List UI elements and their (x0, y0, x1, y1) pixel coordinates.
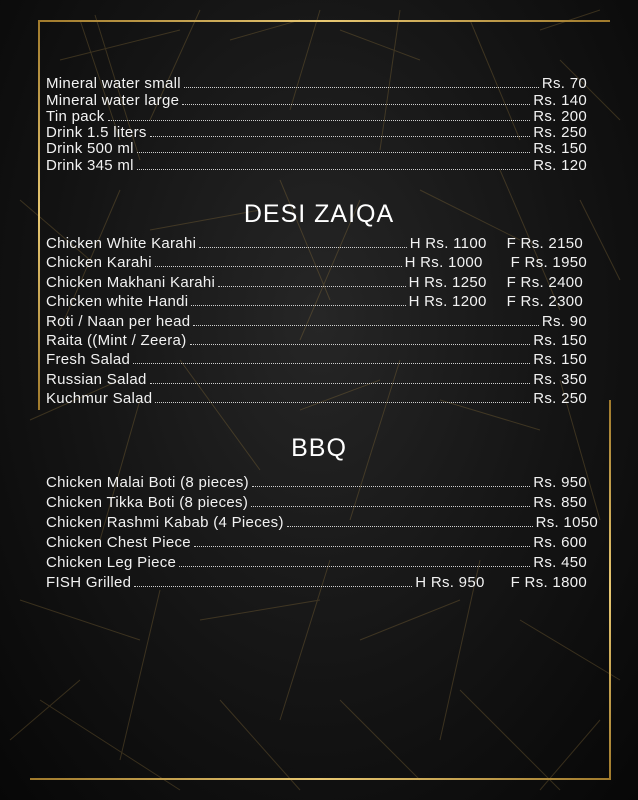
dot-leader (155, 265, 402, 267)
dot-leader (194, 545, 530, 547)
item-price: Rs. 120 (533, 157, 587, 174)
menu-item (46, 156, 587, 174)
dot-leader (184, 86, 539, 88)
dot-leader (155, 401, 530, 403)
menu-item (46, 234, 583, 252)
item-price: Rs. 150 (533, 351, 587, 368)
dot-leader (251, 505, 530, 507)
menu-item (46, 74, 587, 92)
dot-leader (190, 343, 531, 345)
menu-item (46, 292, 583, 310)
dot-leader (150, 382, 531, 384)
frame-bottom-line (30, 778, 611, 780)
item-name: Chicken Malai Boti (8 pieces) (46, 474, 249, 491)
half-price: H Rs. 1000 (404, 254, 483, 271)
item-name: Chicken Makhani Karahi (46, 274, 216, 291)
item-price: Rs. 600 (533, 534, 587, 551)
item-name: Chicken Karahi (46, 254, 152, 271)
full-price: F Rs. 2400 (506, 274, 583, 291)
item-price: Rs. 250 (533, 124, 587, 141)
item-price: Rs. 350 (533, 371, 587, 388)
frame-top-line (38, 20, 610, 22)
dot-leader (191, 304, 405, 306)
item-name: Mineral water small (46, 75, 181, 92)
dot-leader (179, 565, 530, 567)
half-price: H Rs. 1200 (408, 293, 487, 310)
item-price: Rs. 150 (533, 332, 587, 349)
dot-leader (218, 285, 405, 287)
item-name: FISH Grilled (46, 574, 132, 591)
dot-leader (193, 324, 538, 326)
dot-leader (150, 135, 531, 137)
menu-item (46, 513, 598, 531)
dot-leader (133, 362, 530, 364)
section-title-desi-zaiqa: DESI ZAIQA (243, 200, 395, 228)
item-name: Fresh Salad (46, 351, 131, 368)
dot-leader (252, 485, 530, 487)
item-price: Rs. 150 (533, 140, 587, 157)
item-price: Rs. 450 (533, 554, 587, 571)
menu-item (46, 553, 587, 571)
item-price: Rs. 250 (533, 390, 587, 407)
menu-item (46, 350, 587, 368)
menu-item (46, 389, 587, 407)
dot-leader (134, 585, 412, 587)
full-price: F Rs. 1950 (510, 254, 587, 271)
menu-item (46, 139, 587, 157)
menu-item (46, 573, 587, 591)
menu-item (46, 533, 587, 551)
menu-item (46, 370, 587, 388)
item-name: Chicken white Handi (46, 293, 189, 310)
item-name: Russian Salad (46, 371, 147, 388)
item-name: Roti / Naan per head (46, 313, 191, 330)
menu-item (46, 312, 587, 330)
item-name: Chicken Tikka Boti (8 pieces) (46, 494, 249, 511)
item-name: Chicken Chest Piece (46, 534, 191, 551)
menu-item (46, 493, 587, 511)
menu-item (46, 473, 587, 491)
item-price: Rs. 1050 (535, 514, 598, 531)
menu-item (46, 273, 583, 291)
dot-leader (287, 525, 533, 527)
dot-leader (182, 103, 530, 105)
item-name: Chicken White Karahi (46, 235, 197, 252)
section-title-bbq: BBQ (291, 434, 347, 462)
dot-leader (137, 168, 530, 170)
full-price: F Rs. 2150 (506, 235, 583, 252)
half-price: H Rs. 950 (415, 574, 485, 591)
item-name: Drink 1.5 liters (46, 124, 147, 141)
item-price: Rs. 140 (533, 92, 587, 109)
item-price: Rs. 950 (533, 474, 587, 491)
item-price: Rs. 850 (533, 494, 587, 511)
item-name: Mineral water large (46, 92, 180, 109)
item-price: Rs. 200 (533, 108, 587, 125)
item-price: Rs. 90 (541, 313, 587, 330)
menu-item (46, 253, 587, 271)
item-name: Chicken Leg Piece (46, 554, 177, 571)
dot-leader (108, 119, 531, 121)
item-name: Kuchmur Salad (46, 390, 153, 407)
item-name: Drink 345 ml (46, 157, 134, 174)
dot-leader (199, 246, 406, 248)
item-name: Tin pack (46, 108, 105, 125)
menu-item (46, 331, 587, 349)
full-price: F Rs. 2300 (506, 293, 583, 310)
item-name: Drink 500 ml (46, 140, 134, 157)
item-name: Raita ((Mint / Zeera) (46, 332, 187, 349)
item-name: Chicken Rashmi Kabab (4 Pieces) (46, 514, 284, 531)
half-price: H Rs. 1250 (408, 274, 487, 291)
dot-leader (137, 151, 530, 153)
full-price: F Rs. 1800 (510, 574, 587, 591)
item-price: Rs. 70 (541, 75, 587, 92)
half-price: H Rs. 1100 (409, 235, 487, 252)
